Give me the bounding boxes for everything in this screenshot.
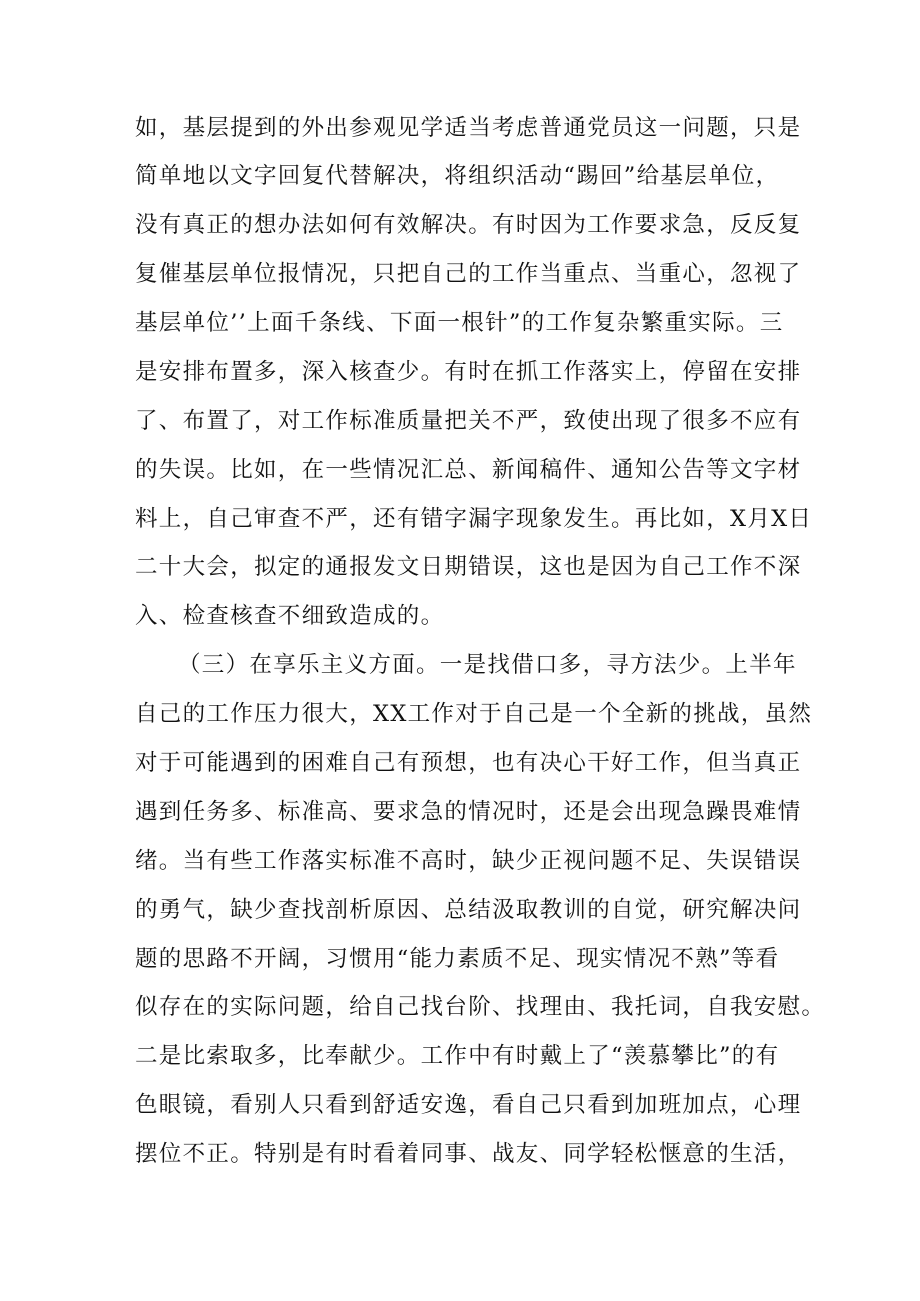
text-line: 如，基层提到的外出参观见学适当考虑普通党员这一问题，只是: [135, 115, 802, 141]
text-line: 基层单位’’上面千条线、下面一根针”的工作复杂繁重实际。三: [135, 310, 784, 336]
text-line: 对于可能遇到的困难自己有预想，也有决心干好工作，但当真正: [135, 750, 802, 776]
text-line: 了、布置了，对工作标准质量把关不严，致使出现了很多不应有: [135, 408, 802, 434]
text-line: 料上，自己审查不严，还有错字漏字现象发生。再比如，X月X日: [135, 506, 813, 532]
text-line: 摆位不正。特别是有时看着同事、战友、同学轻松惬意的生活，: [135, 1141, 802, 1167]
text-line: 遇到任务多、标准高、要求急的情况时，还是会出现急躁畏难情: [135, 799, 802, 825]
text-line: 似存在的实际问题，给自己找台阶、找理由、我托词，自我安慰。: [135, 994, 826, 1020]
section-heading-line: （三）在享乐主义方面。一是找借口多，寻方法少。上半年: [178, 652, 797, 678]
text-line: 是安排布置多，深入核查少。有时在抓工作落实上，停留在安排: [135, 359, 802, 385]
text-line: 二是比索取多，比奉献少。工作中有时戴上了“羡慕攀比”的有: [135, 1043, 780, 1069]
text-line: 复催基层单位报情况，只把自己的工作当重点、当重心，忽视了: [135, 261, 802, 287]
text-line: 色眼镜，看别人只看到舒适安逸，看自己只看到加班加点，心理: [135, 1092, 802, 1118]
text-line: 入、检查核查不细致造成的。: [135, 603, 445, 629]
text-line: 的勇气，缺少查找剖析原因、总结汲取教训的自觉，研究解决问: [135, 897, 802, 923]
text-line: 简单地以文字回复代替解决，将组织活动“踢回”给基层单位，: [135, 163, 780, 189]
text-line: 没有真正的想办法如何有效解决。有时因为工作要求急，反反复: [135, 212, 802, 238]
text-line: 绪。当有些工作落实标准不高时，缺少正视问题不足、失误错误: [135, 848, 802, 874]
text-line: 题的思路不开阔，习惯用“能力素质不足、现实情况不熟”等看: [135, 946, 780, 972]
text-line: 自己的工作压力很大，XX工作对于自己是一个全新的挑战，虽然: [135, 701, 813, 727]
text-line: 的失误。比如，在一些情况汇总、新闻稿件、通知公告等文字材: [135, 457, 802, 483]
text-line: 二十大会，拟定的通报发文日期错误，这也是因为自己工作不深: [135, 554, 802, 580]
